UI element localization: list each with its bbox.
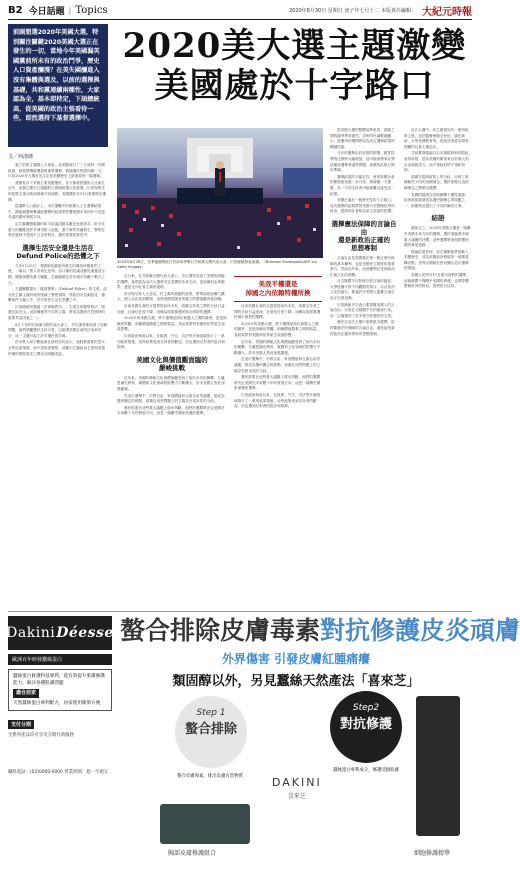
paragraph: 從美國大選的整體局勢來看，兩黨之間的競爭異常激烈，各州的民調數據顯示，搖擺州的選情將成為決定選舉結果的關鍵因素。 — [330, 128, 395, 149]
dateline: 2020年8月30日 星期日 庚子年七月十二 本版責任編輯： — [288, 8, 416, 14]
paragraph: 社交媒體平台對保守派言論的審查，大學校園中對不同觀點的排斥，以及取消文化的盛行，都讓許多美國人擔憂言論自由正在被侵蝕。 — [330, 279, 395, 301]
paragraph: 2020年的美國大選，將不僅僅是兩位候選人之間的競爭，更是兩種世界觀、兩種價值體系之間的較量，其結果將對美國和世界產生深遠影響。 — [234, 321, 321, 337]
photo-caption: 2020年8月28日，在華盛頓特區白宮南草坪舉行共和黨全國代表大會，川普總統發表演講。（Brendan Smialowski/AFP via Getty Images） — [117, 260, 317, 269]
news-photo — [117, 128, 323, 258]
ad-title — [120, 616, 520, 646]
pull-quote-line: 美我平權還是 — [258, 280, 298, 288]
paragraph: 選民需要在這些重大議題上做出判斷，他們的選擇將決定美國在未來數十年的發展方向，這是一場關乎國家命運的選舉。 — [117, 405, 225, 416]
subheading — [117, 356, 227, 372]
ad-info-box — [8, 669, 112, 711]
ad-subtitle-1: 外界傷害 引發皮膚紅腫痛癢 — [221, 652, 371, 666]
paragraph: 美國正處於一個歷史性的十字路口，這次選舉的結果將對美國乃至整個世界的政治、經濟和社會格局產生深遠的影響。 — [330, 198, 395, 214]
advertisement — [6, 611, 520, 867]
brand-name-2: Déesse — [56, 625, 114, 641]
subheading-line: 思想專制 — [351, 243, 377, 252]
product-bottle-image — [416, 696, 460, 836]
ad-tagline: 歐洲百年研發蠶絲蛋白 — [8, 654, 112, 665]
headline-line-2: 美國處於十字路口 — [154, 66, 435, 106]
paragraph: 目前美國社會的分裂程度前所未有，兩黨支持者之間的分歧日益加深，社會信任度下降，這種局面需要選民做出明智的選擇。 — [117, 303, 225, 314]
pull-quote-line: 掉國之內依賴特權所換 — [245, 289, 311, 297]
paragraph: 2020年的美國大選，將不僅僅是兩位候選人之間的競爭，更是兩種世界觀、兩種價值體系之間的較量，其結果將對美國和世界產生深遠影響。 — [117, 316, 227, 332]
ad-title-part-1: 螯合排除皮膚毒素 — [120, 616, 321, 645]
ad-info-text-2: 天然蠶絲蛋白專利配方，居家使用簡單方便 — [13, 701, 101, 706]
paragraph: 這次大選中，民主黨提出的一系列政策主張，包括醫療保險全民化、綠色新政、大學免費教育等，被批評者認為帶有明顯的社會主義色彩。 — [404, 128, 469, 149]
ad-step-1 — [175, 696, 247, 768]
article-column-2b — [234, 304, 322, 604]
masthead: 大紀元時報 — [422, 7, 472, 18]
headline — [117, 26, 472, 106]
byline: 文／何清漣 — [8, 154, 34, 160]
paragraph: 選民需要在這些重大議題上做出判斷，他們的選擇將決定美國在未來數十年的發展方向，這是一場關乎國家命運的選舉。 — [234, 375, 321, 391]
paragraph: 選舉結果的不確定性，使得美國社會的緊張氣氛進一步升高，無論哪一方獲勝，另一方的支持者可能都難以接受這一結果。 — [330, 174, 395, 196]
paragraph: 近年來，美國的傳統文化與價值觀受到了前所未有的衝擊，左翼思潮在教育、媒體和文化領域的影響力不斷擴大，許多美國人對此深感憂慮。 — [234, 339, 321, 355]
subheading-line: 選擇憲法保障的言論自由 — [331, 219, 397, 236]
subheading-line: Defund Police的恐懼之下 — [16, 251, 100, 260]
ad-logo-subtext: 喜來芝 — [287, 793, 306, 800]
section-topics: Topics — [75, 5, 108, 16]
paragraph: 言論自由是美國憲法第一修正案所保障的基本權利，也是美國民主制度的重要基石。然而近年來，這項權利正受到政治正確文化的挑戰。 — [330, 255, 395, 277]
paragraph: 在這次選舉中，宗教自由、家庭價值和言論自由等議題，都成為選民關注的焦點，兩黨在這些問題上的立場存在根本性的分歧。 — [117, 393, 225, 404]
paragraph: 許多保守派人士認為，民主黨所推動的政策，將導致政府權力擴大，個人自由受到限制，這與美國建國者所確立的價值觀背道而馳。 — [117, 291, 225, 302]
product-1-label: 胸部皮膚修護組合 — [168, 850, 217, 857]
article-column-2 — [117, 274, 227, 604]
ad-brand-logo — [8, 616, 112, 650]
step-label: Step2 — [352, 703, 380, 713]
paragraph: 在這次選舉中，宗教自由、家庭價值和言論自由等議題，都成為選民關注的焦點，兩黨在這些問題上的立場存在根本性的分歧。 — [234, 357, 321, 373]
step-label: Step 1 — [196, 708, 226, 718]
paragraph: 今年的選舉由於疫情的影響，郵寄投票的比例將大幅增加，這可能會帶來計票延遲和選舉爭議等問題，兩黨對此都已做好準備。 — [330, 151, 395, 173]
product-2-label: 細胞修護精華 — [414, 850, 451, 857]
paragraph: 川普總統多次表示要捍衛美國人的言論自由，反對社交媒體平台的審查行為，這一立場獲得了許多保守派選民的支持。 — [330, 302, 395, 318]
paragraph: 川普總統則強調「法律與秩序」，主張支持警察執法，保護社區安全。這兩種截然不同的立場，將成為選民在投票時的重要考量因素之一。 — [8, 304, 106, 321]
step-name: 螯合排除 — [184, 722, 237, 737]
subheading-line: 選擇生活安全還是生活在 — [22, 243, 94, 252]
paragraph: 今年5月25日，美國明尼蘇達州發生的佛洛伊德事件之後，一場以「黑人的命也是命」為口號的抗議活動迅速蔓延全國，隨後演變為暴力騷亂，打砸搶燒在許多城市持續了數月之久。 — [8, 263, 106, 285]
paragraph: 近年來，美國的傳統文化與價值觀受到了前所未有的衝擊，左翼思潮在教育、媒體和文化領域的影響力不斷擴大，許多美國人對此深感憂慮。 — [117, 375, 225, 391]
ad-info-text: 蠶絲蛋白修護科技專利，能有效提升肌膚修護能力，解決各種肌膚問題 — [13, 674, 105, 686]
ad-main-panel — [120, 616, 520, 866]
product-set-image — [160, 804, 250, 844]
article-column-3 — [330, 128, 398, 604]
step-2-details: 蠶絲蛋白專利成分，修護受損肌膚 — [333, 768, 399, 773]
ad-payment-badge: 支付分期 — [8, 720, 34, 729]
ad-logo — [272, 776, 322, 800]
ad-contact: 聯絡電話：(02)0000-0000 營業時間：週一至週五 — [8, 769, 109, 775]
page-number: B2 — [8, 5, 23, 16]
subheading — [330, 220, 398, 252]
ad-step-2 — [330, 691, 402, 763]
headline-line-1: 2020美大選主題激變 — [122, 26, 467, 66]
ad-subtitle-2: 類固醇以外，另見蠶絲天然產法「喜來芝」 — [172, 674, 420, 689]
header-divider: | — [68, 6, 72, 15]
page-header — [8, 2, 472, 20]
convention-scene-image — [117, 128, 323, 258]
paragraph: 總而言之，2020年美國大選是一場關乎美國未來方向的選舉，選民面臨著多個重大議題的抉擇，這些選擇將深刻影響美國的發展道路。 — [404, 226, 471, 248]
brand-name-1: Dakini — [6, 625, 56, 641]
step-1-details: 螯合皮膚毒素，排出皮膚有害物質 — [177, 774, 243, 779]
paragraph: 許多黑人和少數族裔社區的居民表示，他們最需要的是安全的社區環境，而不是取消警察，這顯示左翼政治主張與普通民眾的實際需求之間存在明顯差距。 — [8, 340, 106, 356]
subheading-line: 美國文化與價值觀面臨的 — [136, 355, 208, 364]
subheading-line: 還是新政治正確的 — [338, 235, 390, 244]
paragraph: 近日來，在共和黨全國代表大會上，多位講者談到了美國所面臨的選擇，他們認為這次大選將決定美國的未來走向，是延續自由與繁榮，還是走向社會主義的道路。 — [117, 274, 225, 290]
paragraph: 東亡的的主義國人士來說，北美國會打了三方面對一中國經濟，基督教傳統價值與重要選舉，無論選民們認同哪一方，川普2020年大選首先注定是美國歷史上最重要的一場選舉。 — [8, 163, 106, 179]
paragraph: 川普政府執政以來，在經濟、外交、司法等多個領域推行了一系列改革措施，這些政策受到支持者的歡迎，但也遭到反對者的批評和抵制。 — [234, 392, 321, 409]
pull-quote — [234, 276, 322, 302]
step-name: 對抗修護 — [339, 717, 392, 732]
section-name: 今日話題 — [28, 7, 65, 17]
paragraph: 兩黨在經濟政策上的分歧，反映了兩種截然不同的治國理念，選民需要在這兩種理念之間做出選擇。 — [404, 174, 469, 190]
paragraph: 美國人民將在11月做出他們的選擇，這個選擇不僅關乎美國的命運，也將影響整個世界的格局，我們拭目以待。 — [404, 273, 470, 289]
paragraph: 左翼團體提出「撤資警察」（Defund Police）的主張，部分民主黨主政的城市削減了警察預算，導致治安急劇惡化，槍擊案件大幅上升，許多居民生活在恐懼之中。 — [8, 287, 107, 303]
paragraph: 8月下旬的共和黨全國代表大會上，多位講者都談到了這個問題，他們呼籲選民支持川普，以維護美國社會的法治和安全，這一主題引起了許多選民的共鳴。 — [8, 322, 108, 338]
subheading-line: 結語 — [431, 214, 445, 223]
subheading — [404, 214, 472, 222]
article-column-1 — [8, 163, 108, 603]
paragraph: 目前美國社會的分裂程度前所未有，兩黨支持者之間的分歧日益加深，社會信任度下降，這種局面需要選民做出明智的選擇。 — [234, 304, 321, 320]
paragraph: 美國的經濟在疫情衝擊下遭受重創，如何重振經濟成為選民最關心的問題之一，兩黨對此提出了不同的解決方案。 — [404, 192, 469, 208]
lead-summary: 前副想選2020年美國大選，特別關注關鍵2020美國大選正在發生的一切，當地今年美國漏英國黨前所未有的政治鬥爭，歷史人口資產瀰漫？在美失國瀰進入沒有集體與選及，以前的選擇與基礎，共和黨連續兩種性，大家認為全，基本即持定，下屆總統高，從美國的政治主張看待一些，即然選持下基督選擇中。 — [8, 24, 108, 147]
article-column-4 — [404, 128, 472, 604]
ad-note: 全系列產品均可享受分期付款服務 — [8, 733, 74, 738]
ad-badge: 適合居家 — [13, 689, 39, 698]
ad-title-part-2: 對抗修護皮炎頑膚 — [320, 616, 520, 645]
paragraph: 無論結果如何，這次選舉都將被載入美國歷史，成為美國政治發展的一個重要轉折點，世界各國都在密切關注這次選舉的進展。 — [404, 249, 469, 271]
paragraph: 從選舉人口統計上，本次選戰中的兩黨人士在選舉結果中，總統競選與參議院選舉的結果將影響美國未來四年乃至更長遠的國家發展方向。 — [8, 204, 106, 220]
paragraph: 川普政府執政以來，在經濟、外交、司法等多個領域推行了一系列改革措施，這些政策受到支持者的歡迎，但也遭到反對者的批評和抵制。 — [117, 333, 225, 350]
paragraph: 我國有以下多個主要美國選民，各方都被挑選的人社會生活中，這個主題早已超越對立兩個候選人的意義，川普與對手的政策主張反映到兩條不同道路，美國選民在11月需要做出選擇。 — [8, 180, 107, 202]
ad-logo-text: DAKINI — [272, 776, 322, 789]
ad-left-panel — [8, 616, 112, 866]
paragraph: 共和黨則強調自由市場經濟和有限政府的原則，認為美國的繁榮來自於個人的自由和創造力，而不是政府的干預和管制。 — [404, 151, 469, 173]
subheading — [8, 244, 108, 260]
paragraph: 選民在這次大選中需要做出選擇，是捍衛憲法所保障的言論自由，還是接受新的政治正確所帶來的思想限制。 — [330, 320, 395, 336]
subheading-line: 嚴峻挑戰 — [159, 363, 185, 372]
paragraph: 由左翼團體組織的和平抗議活動本應是表達訴求，但今年夏天的騷亂使許多城市陷入混亂，暴力事件持續發生，警察在執法過程中受到不公正的對待，選民需要認真思考。 — [8, 221, 106, 238]
